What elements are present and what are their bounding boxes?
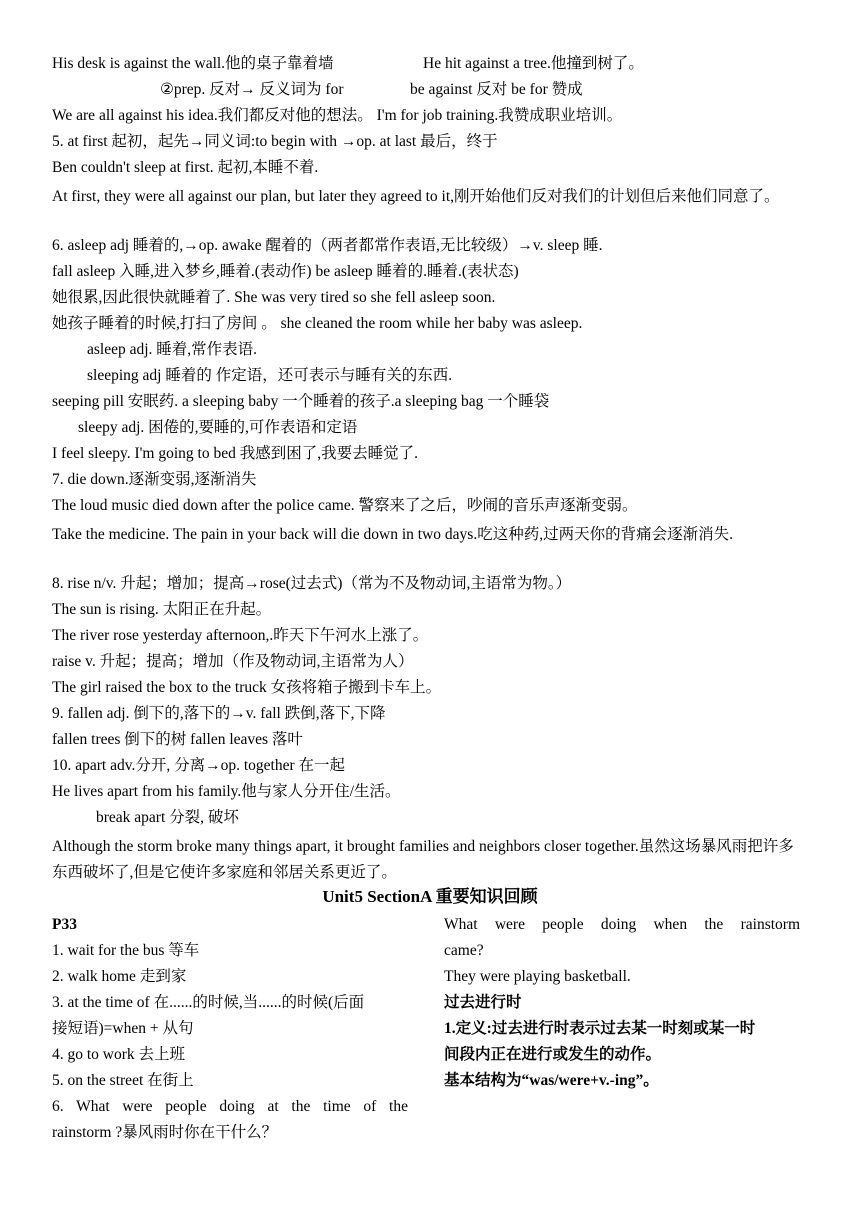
text-line: Take the medicine. The pain in your back will die down in two days.吃这种药,过两天你的背痛会逐渐消失. <box>52 526 733 543</box>
text-line: At first, they were all against our plan, but later they agreed to it,刚开始他们反对我们的计划但后来他们同意了。 <box>52 188 780 205</box>
grammar-structure: 基本结构为“was/were+v.-ing”。 <box>444 1072 659 1089</box>
list-item: rainstorm ?暴风雨时你在干什么？ <box>52 1124 278 1141</box>
text-line: raise v. 升起；提高；增加（作及物动词,主语常为人） <box>52 653 414 670</box>
text-line: The girl raised the box to the truck 女孩将箱子搬到卡车上。 <box>52 679 442 696</box>
list-item: came? <box>444 942 484 959</box>
text-line: ②prep. 反对→ 反义词为 for <box>160 81 344 98</box>
grammar-heading: 过去进行时 <box>444 994 522 1011</box>
grammar-definition: 1.定义:过去进行时表示过去某一时刻或某一时 <box>444 1020 756 1037</box>
list-item: They were playing basketball. <box>444 968 631 985</box>
grammar-definition: 间段内正在进行或发生的动作。 <box>444 1046 662 1063</box>
text-line: sleepy adj. 困倦的,要睡的,可作表语和定语 <box>78 419 358 436</box>
list-item: 2. walk home 走到家 <box>52 968 187 985</box>
text-line: fall asleep 入睡,进入梦乡,睡着.(表动作) be asleep 睡着的.睡着.(表状态) <box>52 263 519 280</box>
text-line: He lives apart from his family.他与家人分开住/生活。 <box>52 783 401 800</box>
text-line: 7. die down.逐渐变弱,逐渐消失 <box>52 471 257 488</box>
text-line: 5. at first 起初，起先→同义词:to begin with →op. at last 最后，终于 <box>52 133 498 150</box>
text-line: 10. apart adv.分开, 分离→op. together 在一起 <box>52 757 346 774</box>
text-line: 她很累,因此很快就睡着了. She was very tired so she fell asleep soon. <box>52 289 496 306</box>
text-line: Although the storm broke many things apart, it brought families and neighbors closer together.虽然这场暴风雨把许多东西破坏了,但是它使许多家庭和邻居关系更近了。 <box>52 838 794 881</box>
text-line: I feel sleepy. I'm going to bed 我感到困了,我要去睡觉了. <box>52 445 418 462</box>
left-column-heading: P33 <box>52 916 77 933</box>
list-item: 4. go to work 去上班 <box>52 1046 186 1063</box>
list-item: 5. on the street 在街上 <box>52 1072 194 1089</box>
list-item: 1. wait for the bus 等车 <box>52 942 200 959</box>
text-line: 她孩子睡着的时候,打扫了房间 。 she cleaned the room while her baby was asleep. <box>52 315 583 332</box>
section-title: Unit5 SectionA 重要知识回顾 <box>322 887 538 906</box>
right-column <box>444 912 800 1094</box>
text-line: fallen trees 倒下的树 fallen leaves 落叶 <box>52 731 303 748</box>
list-item: 接短语)=when + 从句 <box>52 1020 194 1037</box>
text-line: The river rose yesterday afternoon,.昨天下午河水上涨了。 <box>52 627 429 644</box>
text-line: We are all against his idea.我们都反对他的想法。 I'm for job training.我赞成职业培训。 <box>52 107 623 124</box>
text-line: He hit against a tree.他撞到树了。 <box>423 55 644 72</box>
text-line: 9. fallen adj. 倒下的,落下的→v. fall 跌倒,落下,下降 <box>52 705 386 722</box>
list-item: 6. What were people doing at the time of the <box>52 1098 408 1115</box>
text-line: asleep adj. 睡着,常作表语. <box>87 341 258 358</box>
text-line: sleeping adj 睡着的 作定语，还可表示与睡有关的东西. <box>87 367 453 384</box>
text-line: be against 反对 be for 赞成 <box>410 81 583 98</box>
text-line: The sun is rising. 太阳正在升起。 <box>52 601 272 618</box>
text-line: 6. asleep adj 睡着的,→op. awake 醒着的（两者都常作表语,无比较级）→v. sleep 睡. <box>52 237 603 254</box>
text-line: His desk is against the wall.他的桌子靠着墙 <box>52 55 334 72</box>
text-line: break apart 分裂, 破坏 <box>96 809 239 826</box>
list-item: What were people doing when the rainstorm <box>444 916 800 933</box>
text-line: The loud music died down after the police came. 警察来了之后，吵闹的音乐声逐渐变弱。 <box>52 497 638 514</box>
list-item: 3. at the time of 在......的时候,当......的时候(后面 <box>52 994 365 1011</box>
text-line: seeping pill 安眠药. a sleeping baby 一个睡着的孩子.a sleeping bag 一个睡袋 <box>52 393 550 410</box>
text-line: Ben couldn't sleep at first. 起初,本睡不着. <box>52 159 319 176</box>
left-column <box>52 912 408 1146</box>
text-line: 8. rise n/v. 升起；增加；提高→rose(过去式)（常为不及物动词,主语常为物。） <box>52 575 572 592</box>
